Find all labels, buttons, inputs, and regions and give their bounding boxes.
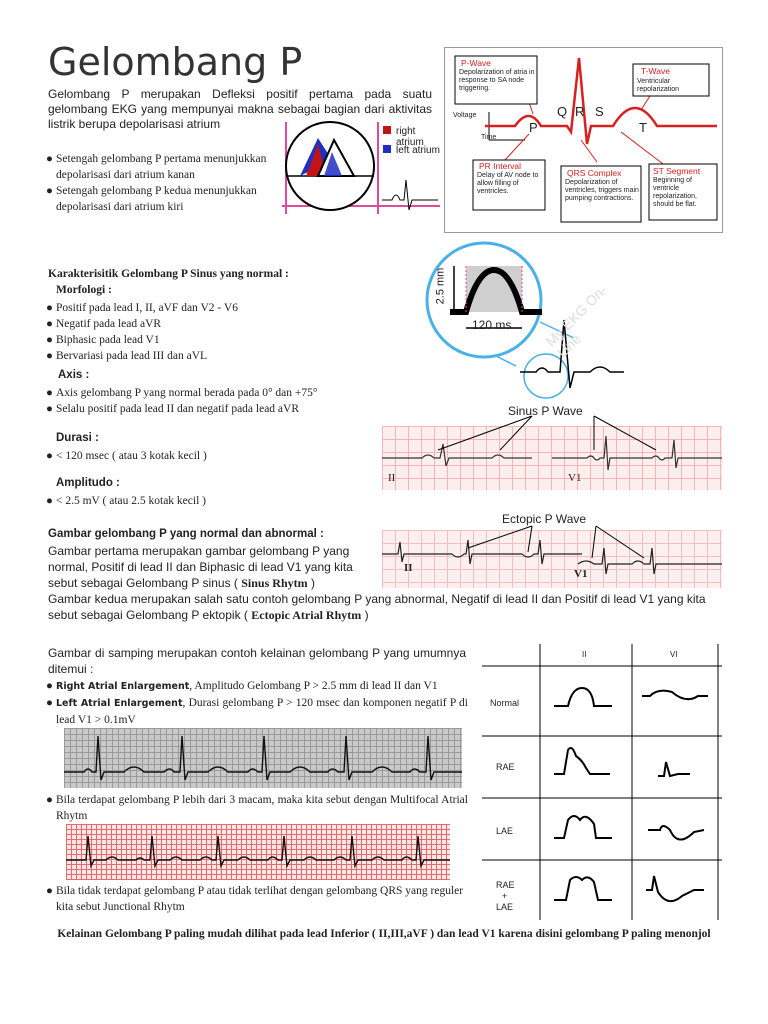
lae-item: ● Left Atrial Enlargement, Durasi gelombang P > 120 msec dan komponen negatif P di lead V1 > 0.1mV	[46, 697, 468, 726]
row-label-rae: RAE	[496, 762, 515, 772]
sinus-lead-ii: II	[388, 472, 396, 484]
multifocal-item: ● Bila terdapat gelombang P lebih dari 3 macam, maka kita sebut dengan Multifocal Atrial Rhytm	[46, 794, 468, 822]
morfologi-item: ● Negatif pada lead aVR	[46, 318, 162, 330]
qrs-complex-title: QRS Complex	[567, 168, 622, 178]
normal-abnormal-heading: Gambar gelombang P yang normal dan abnormal :	[48, 528, 324, 540]
rhythm-strip-gray	[64, 728, 462, 788]
wave-label-t: T	[639, 120, 647, 135]
wave-label-s: S	[595, 104, 604, 119]
sinus-lead-v1: V1	[568, 472, 582, 484]
row-label-lae: LAE	[496, 826, 514, 836]
footer-note: Kelainan Gelombang P paling mudah dilihat pada lead Inferior ( II,III,aVF ) dan lead V1 karena disini gelombang P paling menonjol	[57, 928, 711, 940]
sinus-caption: Sinus P Wave	[508, 404, 583, 418]
col-header-v1: VI	[670, 650, 678, 659]
rae-item: ● Right Atrial Enlargement, Amplitudo Gelombang P > 2.5 mm di lead II dan V1	[46, 680, 438, 692]
page-title: Gelombang P	[48, 40, 303, 84]
abnormal-intro: Gambar di samping merupakan contoh kelainan gelombang P yang umumnya ditemui :	[48, 646, 466, 676]
st-segment-desc: Beginning of ventricle repolarization, should be flat.	[653, 177, 697, 208]
axis-item: ● Axis gelombang P yang normal berada pada 0° dan +75°	[46, 387, 318, 399]
voltage-label: Voltage	[453, 112, 477, 119]
p-wave-morphology-table	[482, 644, 722, 920]
morfologi-list	[46, 300, 366, 364]
morfologi-item: ● Positif pada lead I, II, aVF dan V2 - V6	[46, 302, 238, 314]
durasi-item: ● < 120 msec ( atau 3 kotak kecil )	[46, 450, 207, 462]
wave-label-q: Q	[557, 104, 568, 119]
normal-abnormal-para1: Gambar pertama merupakan gambar gelombang P yang normal, Positif di lead II dan Biphasic di lead V1 yang kita sebut sebagai Gelombang P sinus ( Sinus Rhytm )	[48, 544, 353, 590]
duration-label: 120 ms	[472, 318, 512, 332]
axis-item: ● Selalu positif pada lead II dan negatif pada lead aVR	[46, 403, 300, 415]
t-wave-desc: Ventricular repolarization	[637, 78, 680, 93]
row-label-rae-lae-1: RAE	[496, 880, 515, 890]
amplitudo-item: ● < 2.5 mV ( atau 2.5 kotak kecil )	[46, 495, 206, 507]
intro-bullet-2: ● Setengah gelombang P kedua menunjukkan depolarisasi dari atrium kiri	[46, 185, 257, 213]
morfologi-label: Morfologi :	[56, 284, 112, 296]
sinus-p-wave-figure	[382, 400, 722, 492]
ecg-diagram	[444, 47, 723, 233]
intro-bullet-1: ● Setengah gelombang P pertama menunjukkan depolarisasi dari atrium kanan	[46, 153, 267, 181]
morfologi-item: ● Biphasic pada lead V1	[46, 334, 160, 346]
p-wave-zoom-figure	[424, 240, 634, 400]
abnormal-list	[46, 678, 468, 728]
qrs-complex-desc: Depolarization of ventricles, triggers main pumping contractions.	[565, 179, 639, 202]
watermark: My EKG On-Line	[542, 281, 610, 361]
rhythm-strip-red	[66, 824, 450, 880]
p-wave-title: P-Wave	[461, 58, 491, 68]
morfologi-item: ● Bervariasi pada lead III dan aVL	[46, 350, 208, 362]
legend-right-atrium: right atrium	[396, 126, 424, 148]
characteristic-heading: Karakterisitik Gelombang P Sinus yang normal :	[48, 268, 289, 280]
wave-label-r: R	[575, 104, 585, 119]
ectopic-caption: Ectopic P Wave	[502, 512, 587, 526]
intro-bullets	[46, 151, 286, 215]
st-segment-title: ST Segment	[653, 166, 701, 176]
pr-interval-desc: Delay of AV node to allow filling of ventricles.	[477, 172, 539, 195]
row-label-rae-lae-3: LAE	[496, 902, 514, 912]
t-wave-title: T-Wave	[641, 66, 670, 76]
normal-abnormal-para2: Gambar kedua merupakan salah satu contoh gelombang P yang abnormal, Negatif di lead II dan Positif di lead V1 yang kita sebut sebagai Gelombang P ektopik ( Ectopic Atrial Rhytm )	[48, 592, 706, 622]
pr-interval-title: PR Interval	[479, 161, 522, 171]
col-header-ii: II	[582, 650, 587, 659]
ectopic-p-wave-figure	[382, 512, 722, 588]
amplitudo-label: Amplitudo :	[56, 477, 120, 489]
intro-paragraph: Gelombang P merupakan Defleksi positif pertama pada suatu gelombang EKG yang mempunyai makna sebagai bagian dari aktivitas listrik berupa depolarisasi atrium	[48, 87, 432, 131]
row-label-normal: Normal	[490, 698, 520, 708]
time-label: Time	[481, 134, 497, 141]
legend-left-atrium: left atrium	[396, 145, 440, 156]
wave-label-p: P	[529, 120, 538, 135]
durasi-label: Durasi :	[56, 432, 99, 444]
atrium-figure	[282, 120, 440, 216]
junctional-item: ● Bila tidak terdapat gelombang P atau tidak terlihat dengan gelombang QRS yang reguler kita sebut Junctional Rhytm	[46, 885, 464, 913]
p-wave-desc: Depolarization of atria in response to SA node triggering.	[459, 69, 535, 92]
amplitude-label: 2.5 mm	[434, 267, 447, 305]
axis-label: Axis :	[58, 369, 90, 381]
row-label-rae-lae-2: +	[502, 891, 508, 901]
axis-list	[46, 385, 386, 417]
ectopic-lead-v1: V1	[574, 568, 588, 580]
ectopic-lead-ii: II	[404, 562, 413, 574]
